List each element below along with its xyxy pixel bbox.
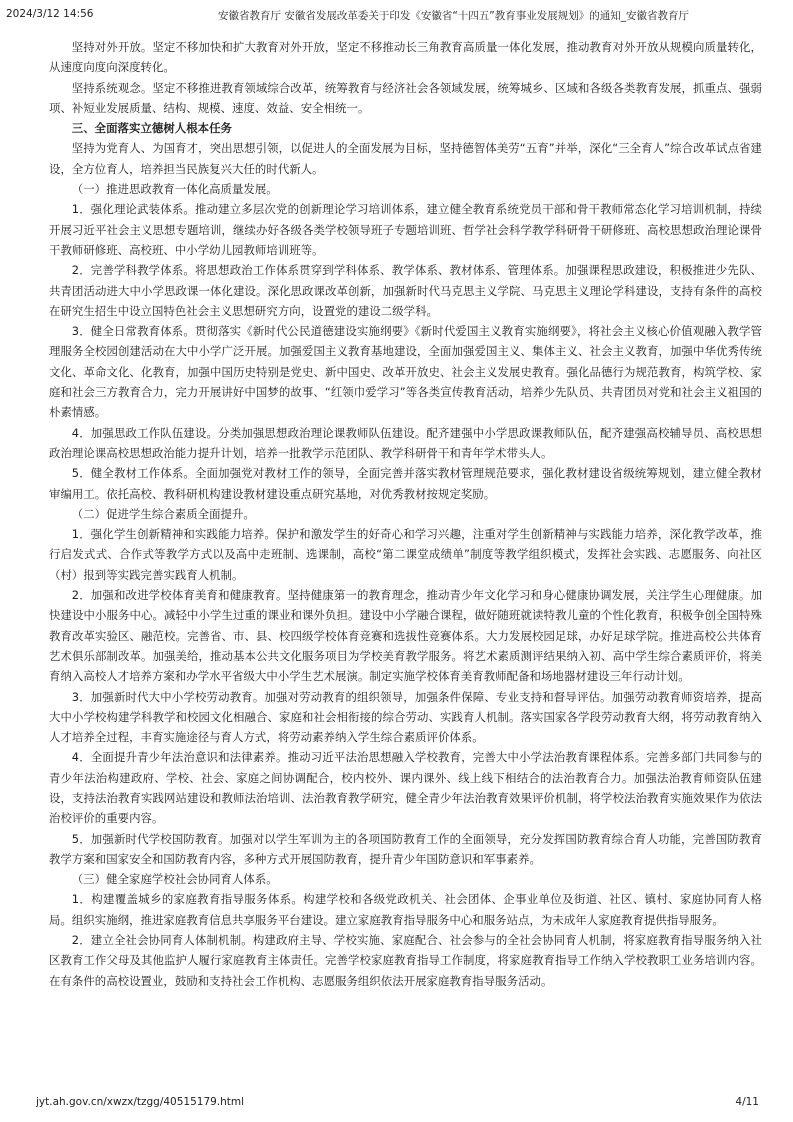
paragraph: 3．健全日常教育体系。贯彻落实《新时代公民道德建设实施纲要》《新时代爱国主义教育实施纲要》，将社会主义核心价值观融入教学管理服务全校园创建活动在大中小学广泛开展。加强爱国主义教育基地建设，全面加强爱国主义、集体主义、社会主义教育，加强中华优秀传统文化、革命文化、化教育，加强中国历史特别是党史、新中国史、改革开放史、社会主义发展史教育。强化品德行为规范教育，构筑学校、家庭和社会三方教育合力，完力开展讲好中国梦的故事、“红领巾爱学习”等各类宣传教育活动，培养少先队员、共青团员对党和社会主义祖国的朴素情感。 — [49, 324, 762, 420]
paragraph: 4．全面提升青少年法治意识和法律素养。推动习近平法治思想融入学校教育，完善大中小学法治教育课程体系。完善多部门共同参与的青少年法治构建政府、学校、社会、家庭之间协调配合，校内校外、课内课外、线上线下相结合的法治教育合力。加强法治教育师资队伍建设，支持法治教育实践网站建设和教师法治培训、法治教育教学研究，健全青少年法治教育效果评价机制，将学校法治教育实施效果作为依法治校评价的重要内容。 — [49, 750, 762, 826]
print-timestamp: 2024/3/12 14:56 — [6, 8, 94, 20]
paragraph: 5．加强新时代学校国防教育。加强对以学生军训为主的各项国防教育工作的全面领导，充分发挥国防教育综合育人功能，完善国防教育教学方案和国家安全和国防教育内容，多种方式开展国防教育，提升青少年国防意识和军事素养。 — [49, 831, 762, 866]
subsection-heading: （三）健全家庭学校社会协同育人体系。 — [71, 872, 278, 887]
paragraph: 3．加强新时代大中小学校劳动教育。加强对劳动教育的组织领导，加强条件保障、专业支持和督导评估。加强劳动教育师资培养，提高大中小学校构建学科教学和校园文化相融合、家庭和社会相衔接的综合劳动、实践育人机制。落实国家各学段劳动教育大纲，将劳动教育纳入人才培养全过程，丰育实施途径与育人方式，将劳动素养纳入学生综合素质评价体系。 — [49, 689, 762, 745]
print-page-title: 安徽省教育厅 安徽省发展改革委关于印发《安徽省“十四五”教育事业发展规划》的通知_安徽省教育厅 — [218, 10, 689, 22]
paragraph: 2．加强和改进学校体育美育和健康教育。坚持健康第一的教育理念，推动青少年文化学习和身心健康协调发展，关注学生心理健康。加快建设中小服务中心。减轻中小学生过重的课业和课外负担。建设中小学融合课程，做好随班就读特教儿童的个性化教育，积极争创全国特殊教育改革实验区、融范校。完善省、市、县、校四级学校体育竞赛和选拔性竞赛体系。大力发展校园足球，办好足球学院。推进高校公共体育艺术俱乐部制改革。加强美给，推动基本公共文化服务项目为学校美育教学服务。将艺术素质测评结果纳入初、高中学生综合素质评价，将美育纳入高校人才培养方案和办学水平省级大中小学生艺术展演。制定实施学校体育美育教师配备和场地器材建设三年行动计划。 — [49, 588, 762, 684]
page-number: 4/11 — [735, 1096, 759, 1108]
paragraph: 1．构建覆盖城乡的家庭教育指导服务体系。构建学校和各级党政机关、社会团体、企事业单位及街道、社区、镇村、家庭协同育人格局。组织实施纲，推进家庭教育信息共享服务平台建设。建立家庭教育指导服务中心和服务站点，为未成年人家庭教育提供指导服务。 — [49, 892, 762, 927]
paragraph: 坚持系统观念。坚定不移推进教育领域综合改革，统筹教育与经济社会各领域发展，统筹城乡、区域和各级各类教育发展，抓重点、强弱项、补短业发展质量、结构、规模、速度、效益、安全相统一。 — [49, 80, 762, 115]
document-body — [49, 37, 762, 991]
paragraph: 1．强化学生创新精神和实践能力培养。保护和激发学生的好奇心和学习兴趣，注重对学生创新精神与实践能力培养，深化教学改革，推行启发式式、合作式等教学方式以及高中走班制、选课制，高校“第二课堂成绩单”制度等教学组织模式，发挥社会实践、志愿服务、向社区（村）报到等实践完善实践育人机制。 — [49, 527, 762, 582]
paragraph: 1．强化理论武装体系。推动建立多层次党的创新理论学习培训体系，建立健全教育系统党员干部和骨干教师常态化学习培训机制，持续开展习近平社会主义思想专题培训，继续办好各级各类学校领导班子专题培训班、哲学社会科学教学科研骨干研修班、高校思想政治理论课骨干教师研修班、高校班、中小学幼儿园教师培训班等。 — [49, 202, 762, 257]
print-header — [0, 0, 793, 24]
page-url: jyt.ah.gov.cn/xwzx/tzgg/40515179.html — [36, 1096, 245, 1108]
section-heading: 三、全面落实立德树人根本任务 — [71, 121, 232, 136]
paragraph: 5．健全教材工作体系。全面加强党对教材工作的领导，全面完善并落实教材管理规范要求，强化教材建设省级统筹规划，建立健全教材审编用工。依托高校、教科研机构建设教材建设重点研究基地，对优秀教材按规定奖励。 — [49, 466, 762, 501]
paragraph: 2．建立全社会协同育人体制机制。构建政府主导、学校实施、家庭配合、社会参与的全社会协同育人机制，将家庭教育指导服务纳入社区教育工作父母及其他监护人履行家庭教育主体责任。完善学校家庭教育指导工作制度，将家庭教育指导工作纳入学校教职工业务培训内容。在有条件的高校设置业，鼓励和支持社会工作机构、志愿服务组织依法开展家庭教育指导服务活动。 — [49, 933, 762, 988]
paragraph: 坚持对外开放。坚定不移加快和扩大教育对外开放，坚定不移推动长三角教育高质量一体化发展，推动教育对外开放从规模向质量转化，从速度向度向深度转化。 — [49, 40, 762, 75]
subsection-heading: （一）推进思政教育一体化高质量发展。 — [71, 182, 278, 197]
subsection-heading: （二）促进学生综合素质全面提升。 — [71, 506, 255, 521]
print-footer — [0, 1093, 793, 1113]
paragraph: 4．加强思政工作队伍建设。分类加强思想政治理论课教师队伍建设。配齐建强中小学思政课教师队伍，配齐建强高校辅导员、高校思想政治理论课高校思想政治能力提升计划，培养一批教学示范团队、教学科研骨干和青年学术带头人。 — [49, 425, 762, 460]
paragraph: 2．完善学科教学体系。将思想政治工作体系贯穿到学科体系、教学体系、教材体系、管理体系。加强课程思政建设，积极推进少先队、共青团活动进大中小学思政课一体化建设。深化思政课改革创新，加强新时代马克思主义学院、马克思主义理论学科建设，支持有条件的高校在研究生招生中设立国特色社会主义思想研究方向，设置党的建设二级学科。 — [49, 263, 762, 318]
paragraph: 坚持为党育人、为国育才，突出思想引领，以促进人的全面发展为目标，坚持德智体美劳“五育”并举，深化“三全育人”综合改革试点省建设，全方位育人，培养担当民族复兴大任的时代新人。 — [49, 141, 762, 176]
